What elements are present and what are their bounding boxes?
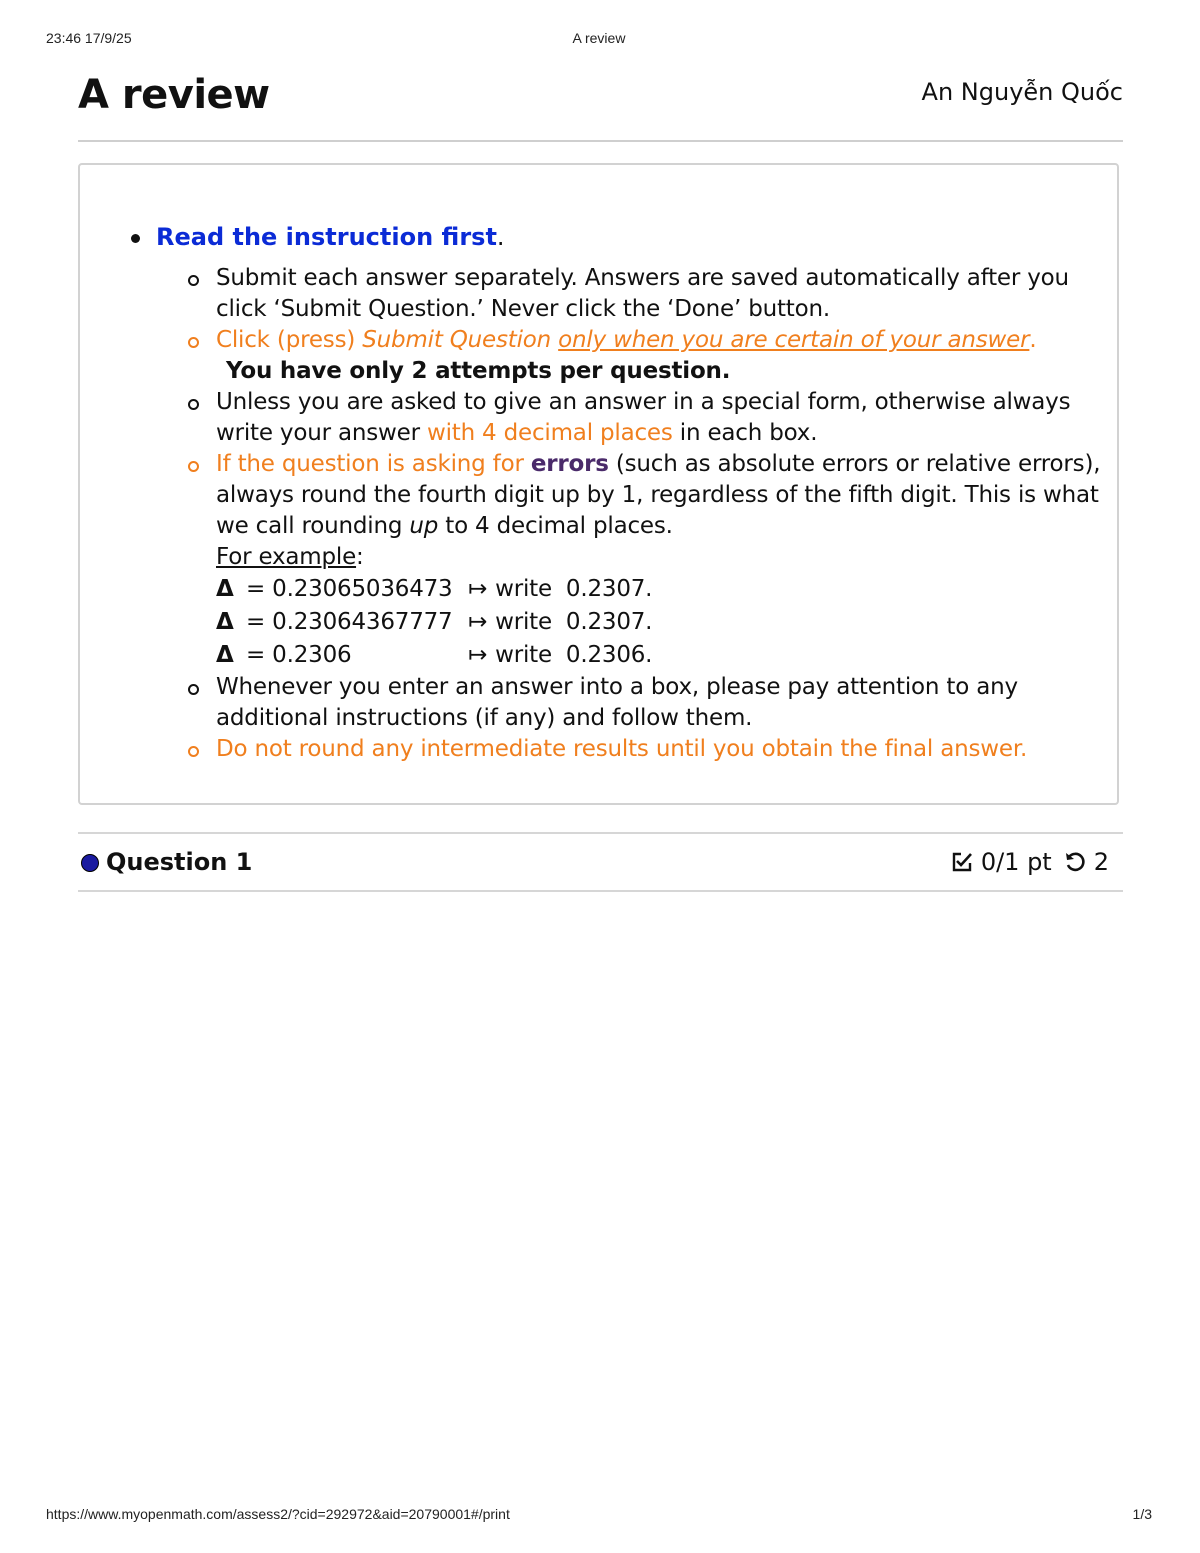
click-text: Click (press): [216, 327, 363, 353]
example-row: [216, 573, 1101, 606]
decimal-places-highlight: with 4 decimal places: [426, 420, 673, 446]
print-page-title: A review: [572, 30, 626, 46]
print-header: [46, 30, 1152, 50]
score-text: 0/1 pt: [980, 848, 1052, 876]
example-label: For example: [216, 544, 357, 570]
instruction-item: [188, 387, 1101, 449]
example-result: 0.2307.: [565, 609, 653, 635]
example-colon: :: [356, 544, 364, 570]
instruction-item: [188, 734, 1101, 765]
example-expression: = 0.2306: [246, 642, 352, 668]
heading-punct: .: [496, 223, 505, 251]
instructions-heading-item: [128, 222, 1101, 765]
instruction-item: [188, 325, 1101, 387]
instruction-text: (such as absolute errors or relative errors), always round the fourth digit up by 1, regardless of the fifth digit. This is what we call rounding: [216, 451, 1101, 539]
example-label-line: [216, 542, 1101, 573]
errors-intro-text: If the question is asking for: [216, 451, 531, 477]
example-row: [216, 606, 1101, 639]
errors-word: errors: [530, 451, 609, 477]
print-page-number: 1/3: [1132, 1506, 1152, 1522]
instructions-list: [128, 222, 1101, 765]
print-url: https://www.myopenmath.com/assess2/?cid=292972&aid=20790001#/print: [46, 1506, 510, 1522]
instruction-text: Unless you are asked to give an answer in a special form, otherwise always write your answer: [216, 389, 1071, 446]
instructions-sublist: [156, 263, 1101, 765]
instruction-text: in each box.: [672, 420, 818, 446]
write-word: write: [495, 609, 552, 635]
instruction-item: [188, 449, 1101, 672]
title-bar: [78, 70, 1123, 142]
instructions-box: [78, 163, 1119, 805]
period: .: [1029, 327, 1037, 353]
attempts-left: 2: [1093, 848, 1109, 876]
example-result: 0.2307.: [565, 576, 653, 602]
maps-to-arrow: ↦: [468, 609, 488, 635]
instruction-text: Submit each answer separately. Answers are saved automatically after you click ‘Submit Question.’ Never click the ‘Done’ button.: [216, 265, 1069, 322]
example-output: [468, 606, 652, 639]
maps-to-arrow: ↦: [468, 576, 488, 602]
page-title: A review: [78, 72, 270, 118]
write-word: write: [495, 576, 552, 602]
instruction-text: Whenever you enter an answer into a box, please pay attention to any additional instructions (if any) and follow them.: [216, 674, 1018, 731]
certain-text: only when you are certain of your answer: [558, 327, 1030, 353]
delta-symbol: Δ: [216, 642, 234, 668]
submit-question-text: Submit Question: [362, 327, 552, 353]
instruction-text: Do not round any intermediate results until you obtain the final answer.: [216, 736, 1028, 762]
instructions-heading: Read the instruction first: [156, 223, 497, 251]
maps-to-arrow: ↦: [468, 642, 488, 668]
example-output: [468, 573, 652, 606]
question-header[interactable]: [78, 832, 1123, 892]
instruction-item: [188, 263, 1101, 325]
example-row: [216, 639, 1101, 672]
question-status-dot: [81, 854, 99, 872]
print-timestamp: 23:46 17/9/25: [46, 30, 132, 46]
question-score: [951, 848, 1109, 876]
question-label[interactable]: Question 1: [106, 848, 253, 876]
delta-symbol: Δ: [216, 576, 234, 602]
instruction-text: to 4 decimal places.: [438, 513, 673, 539]
print-footer: [46, 1506, 1152, 1526]
example-result: 0.2306.: [565, 642, 653, 668]
instruction-item: [188, 672, 1101, 734]
attempts-text: You have only 2 attempts per question.: [226, 358, 731, 384]
checkbox-icon: [951, 851, 973, 873]
write-word: write: [495, 642, 552, 668]
example-expression: = 0.23064367777: [246, 609, 453, 635]
up-word: up: [409, 513, 439, 539]
example-expression: = 0.23065036473: [246, 576, 453, 602]
retry-icon: [1064, 851, 1086, 873]
user-name: An Nguyễn Quốc: [921, 78, 1123, 106]
delta-symbol: Δ: [216, 609, 234, 635]
example-output: [468, 639, 652, 672]
